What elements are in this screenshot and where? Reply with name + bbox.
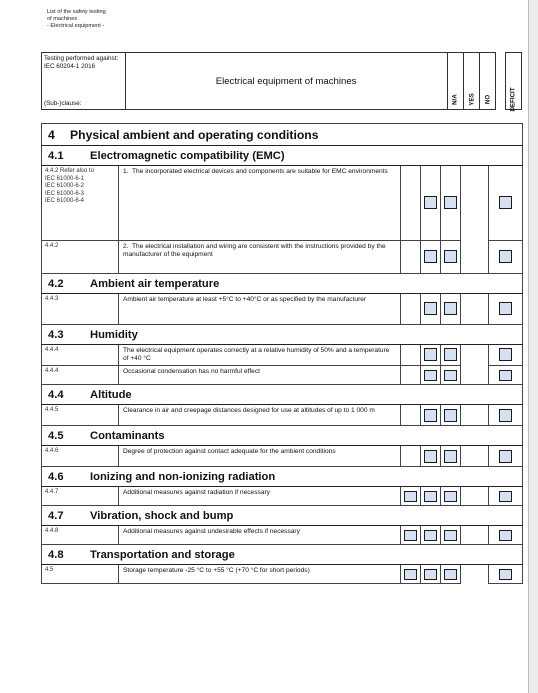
checkbox-cell-deficit [489,241,523,274]
checkbox-yes[interactable] [424,196,437,209]
item-number: 2. [123,243,129,250]
checkbox-yes[interactable] [424,348,437,361]
subsection-title: Contaminants [90,429,165,442]
checkbox-deficit[interactable] [499,450,512,463]
checkbox-cell-yes [421,526,441,545]
checkbox-cell-deficit [489,446,523,467]
checkbox-yes[interactable] [424,491,437,502]
checkbox-cell-deficit [489,526,523,545]
checkbox-no[interactable] [444,450,457,463]
checkbox-cell-deficit [489,294,523,325]
checkbox-yes[interactable] [424,569,437,580]
item-text: The incorporated electrical devices and components are suitable for EMC environments [132,168,388,175]
item-text: Ambient air temperature at least +5°C to +40°C or as specified by the manufacturer [123,296,367,303]
checkbox-cell-no [441,294,461,325]
item-text: The electrical installation and wiring are consistent with the instructions provided by the manufacturer of the equipment [123,243,386,259]
section-title: Physical ambient and operating conditions [70,127,319,142]
clause-ref: 4.4.4 [42,345,119,366]
column-gap [461,446,489,467]
clause-ref: 4.4.2 Refer also to IEC 61000-6-1 IEC 61000-6-2 IEC 61000-6-3 IEC 61000-6-4 [42,166,119,241]
checkbox-cell-no [441,405,461,426]
subsection-number: 4.6 [48,470,64,483]
subsection-header [42,274,523,294]
checkbox-cell-no [441,345,461,366]
subsection-number: 4.4 [48,388,64,401]
checkbox-deficit[interactable] [499,530,512,541]
checkbox-no[interactable] [444,302,457,315]
checkbox-yes[interactable] [424,250,437,263]
subsection-header [42,325,523,345]
item-text: Clearance in air and creepage distances designed for use at altitudes of up to 1 000 m [123,407,375,415]
checkbox-cell-na [401,565,421,584]
checklist-table [41,123,523,584]
checkbox-cell-no [441,166,461,241]
subsection-number: 4.7 [48,509,64,522]
checklist-row [42,565,523,584]
subsection-title: Ionizing and non-ionizing radiation [90,470,276,483]
checkbox-cell-yes [421,345,441,366]
document-label [47,9,106,30]
subsection-title: Altitude [90,388,132,401]
column-gap [461,166,489,241]
checklist-row [42,241,523,274]
clause-ref: 4.4.4 [42,366,119,385]
subsection-number: 4.8 [48,548,64,561]
section-number: 4 [48,127,55,142]
doc-label-line2: of machines [47,16,78,22]
document-title: Electrical equipment of machines [125,53,447,110]
checkbox-cell-deficit [489,366,523,385]
column-gap [461,294,489,325]
checkbox-deficit[interactable] [499,409,512,422]
requirement-text [119,405,401,426]
clause-ref: 4.4.2 [42,241,119,274]
subsection-header [42,146,523,166]
checkbox-cell-yes [421,294,441,325]
checkbox-no[interactable] [444,196,457,209]
checkbox-na[interactable] [404,569,417,580]
clause-ref: 4.5 [42,565,119,584]
requirement-text [119,366,401,385]
subsection-title: Humidity [90,328,138,341]
col-header-deficit: DEFICIT [505,53,521,110]
requirement-text [119,294,401,325]
requirement-text [119,526,401,545]
checklist-row [42,526,523,545]
requirement-text [119,487,401,506]
checklist-row [42,345,523,366]
checkbox-no[interactable] [444,348,457,361]
checkbox-cell-na [401,166,421,241]
checkbox-no[interactable] [444,250,457,263]
section-header [42,124,523,146]
subsection-number: 4.1 [48,149,64,162]
subclause-label: (Sub-)clause: [44,100,82,107]
checkbox-cell-na [401,366,421,385]
checklist-row [42,166,523,241]
requirement-text [119,345,401,366]
clause-ref: 4.4.7 [42,487,119,506]
column-gap [461,241,489,274]
item-text: Storage temperature -25 °C to +55 °C (+70 °C for short periods) [123,567,310,575]
header-table [41,52,522,110]
column-gap [461,526,489,545]
checkbox-cell-deficit [489,166,523,241]
testing-info-cell [42,53,126,110]
standard-label: IEC 60204-1 2016 [44,63,96,70]
checkbox-no[interactable] [444,370,457,381]
checkbox-yes[interactable] [424,450,437,463]
item-text: Degree of protection against contact adequate for the ambient conditions [123,448,336,456]
subsection-title: Electromagnetic compatibility (EMC) [90,149,285,162]
subsection-header [42,385,523,405]
checklist-row [42,405,523,426]
item-text: The electrical equipment operates correctly at a relative humidity of 50% and a temperature of +40 °C [123,347,390,363]
checkbox-no[interactable] [444,491,457,502]
checkbox-deficit[interactable] [499,250,512,263]
checkbox-cell-na [401,526,421,545]
checkbox-cell-na [401,345,421,366]
checklist-row [42,294,523,325]
column-gap [461,565,489,584]
checkbox-cell-na [401,446,421,467]
clause-ref: 4.4.3 [42,294,119,325]
checkbox-cell-no [441,446,461,467]
testing-label: Testing performed against: [44,55,119,62]
checkbox-na[interactable] [404,491,417,502]
checkbox-no[interactable] [444,569,457,580]
column-gap [461,405,489,426]
column-gap [461,345,489,366]
checkbox-cell-yes [421,446,441,467]
checkbox-cell-yes [421,487,441,506]
clause-ref: 4.4.6 [42,446,119,467]
checkbox-cell-yes [421,565,441,584]
checkbox-cell-yes [421,405,441,426]
subsection-number: 4.3 [48,328,64,341]
checkbox-cell-no [441,487,461,506]
checkbox-na[interactable] [404,530,417,541]
checkbox-yes[interactable] [424,302,437,315]
clause-ref: 4.4.5 [42,405,119,426]
col-header-yes: YES [463,53,479,110]
checkbox-deficit[interactable] [499,491,512,502]
checklist-row [42,446,523,467]
checkbox-no[interactable] [444,530,457,541]
checkbox-cell-no [441,526,461,545]
checkbox-cell-na [401,294,421,325]
checkbox-deficit[interactable] [499,370,512,381]
checkbox-cell-na [401,487,421,506]
checklist-row [42,487,523,506]
checkbox-cell-na [401,405,421,426]
checkbox-yes[interactable] [424,530,437,541]
requirement-text [119,241,401,274]
checkbox-cell-yes [421,241,441,274]
checkbox-no[interactable] [444,409,457,422]
subsection-title: Transportation and storage [90,548,235,561]
column-gap [461,487,489,506]
checkbox-cell-no [441,241,461,274]
subsection-header [42,545,523,565]
subsection-number: 4.2 [48,277,64,290]
checkbox-deficit[interactable] [499,348,512,361]
checkbox-cell-yes [421,166,441,241]
item-text: Additional measures against undesirable effects if necessary [123,528,300,536]
page-edge [528,0,538,693]
header-gap [496,53,505,110]
subsection-title: Ambient air temperature [90,277,220,290]
requirement-text [119,446,401,467]
col-header-no: NO [480,53,496,110]
item-number: 1. [123,168,129,175]
subsection-header [42,467,523,487]
subsection-header [42,506,523,526]
checkbox-cell-deficit [489,345,523,366]
checkbox-deficit[interactable] [499,569,512,580]
checkbox-cell-yes [421,366,441,385]
subsection-header [42,426,523,446]
item-text: Occasional condensation has no harmful effect [123,368,260,376]
clause-ref: 4.4.8 [42,526,119,545]
checkbox-deficit[interactable] [499,302,512,315]
column-gap [461,366,489,385]
checkbox-deficit[interactable] [499,196,512,209]
requirement-text [119,166,401,241]
checkbox-cell-deficit [489,487,523,506]
checkbox-cell-deficit [489,405,523,426]
checklist-row [42,366,523,385]
checkbox-cell-na [401,241,421,274]
checkbox-cell-deficit [489,565,523,584]
checkbox-cell-no [441,565,461,584]
requirement-text [119,565,401,584]
checkbox-yes[interactable] [424,370,437,381]
item-text: Additional measures against radiation if necessary [123,489,270,497]
checkbox-yes[interactable] [424,409,437,422]
doc-label-line1: List of the safety testing [47,9,106,15]
checkbox-cell-no [441,366,461,385]
col-header-na: N/A [447,53,463,110]
doc-label-line3: - Electrical equipment - [47,23,105,29]
subsection-number: 4.5 [48,429,64,442]
subsection-title: Vibration, shock and bump [90,509,234,522]
